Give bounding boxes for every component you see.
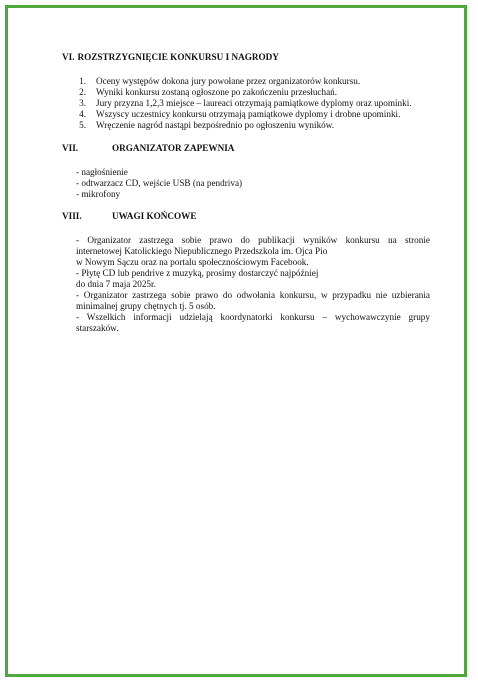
paragraph: - Wszelkich informacji udzielają koordynatorki konkursu – wychowawczynie grupy starszaków.: [76, 312, 430, 333]
section-vi-list: [62, 76, 430, 131]
list-item-text: Jury przyzna 1,2,3 miejsce – laureaci otrzymają pamiątkowe dyplomy oraz upominki.: [96, 98, 412, 108]
list-item: - mikrofony: [76, 189, 121, 199]
section-viii-number: VIII.: [62, 211, 82, 221]
list-item: [62, 76, 430, 87]
section-vi-title: ROZSTRZYGNIĘCIE KONKURSU I NAGRODY: [77, 52, 279, 62]
document-content: [62, 52, 430, 334]
list-item-number: 1.: [79, 76, 86, 86]
list-item: [62, 87, 430, 98]
list-item-number: 2.: [79, 87, 86, 97]
list-item-text: Wręczenie nagród nastąpi bezpośrednio po ogłoszeniu wyników.: [96, 120, 335, 130]
section-vii-number: VII.: [62, 143, 79, 153]
paragraph-line: do dnia 7 maja 2025r.: [76, 279, 156, 289]
section-vii-heading: [62, 143, 430, 154]
paragraph: - Organizator zastrzega sobie prawo do odwołania konkursu, w przypadku nie uzbierania minimalnej grupy chętnych tj. 5 osób.: [76, 290, 430, 311]
list-item-text: Oceny występów dokona jury powołane przez organizatorów konkursu.: [96, 76, 361, 86]
section-vi-number: VI.: [62, 52, 75, 62]
list-item: [62, 109, 430, 120]
list-item: - odtwarzacz CD, wejście USB (na pendriva): [76, 178, 243, 188]
section-vii-list: [76, 167, 430, 200]
section-viii-paragraphs: [76, 235, 430, 334]
section-viii-title: UWAGI KOŃCOWE: [112, 211, 197, 221]
list-item-number: 4.: [79, 109, 86, 119]
paragraph-line: internetowej Katolickiego Niepublicznego Przedszkola im. Ojca Pio: [76, 246, 328, 256]
paragraph-line: - Organizator zastrzega sobie prawo do publikacji wyników konkursu na stronie: [76, 235, 430, 245]
paragraph-line: w Nowym Sączu oraz na portalu społecznościowym Facebook.: [76, 257, 309, 267]
list-item-text: Wszyscy uczestnicy konkursu otrzymają pamiątkowe dyplomy i drobne upominki.: [96, 109, 401, 119]
list-item: - nagłośnienie: [76, 167, 128, 177]
list-item-text: Wyniki konkursu zostaną ogłoszone po zakończeniu przesłuchań.: [96, 87, 338, 97]
section-vi-heading: [62, 52, 430, 63]
paragraph-line: - Płytę CD lub pendrive z muzyką, prosimy dostarczyć najpóźniej: [76, 268, 319, 278]
list-item: [62, 98, 430, 109]
section-viii-heading: [62, 211, 430, 222]
section-vii-title: ORGANIZATOR ZAPEWNIA: [112, 143, 235, 153]
list-item: [62, 120, 430, 131]
list-item-number: 3.: [79, 98, 86, 108]
list-item-number: 5.: [79, 120, 86, 130]
